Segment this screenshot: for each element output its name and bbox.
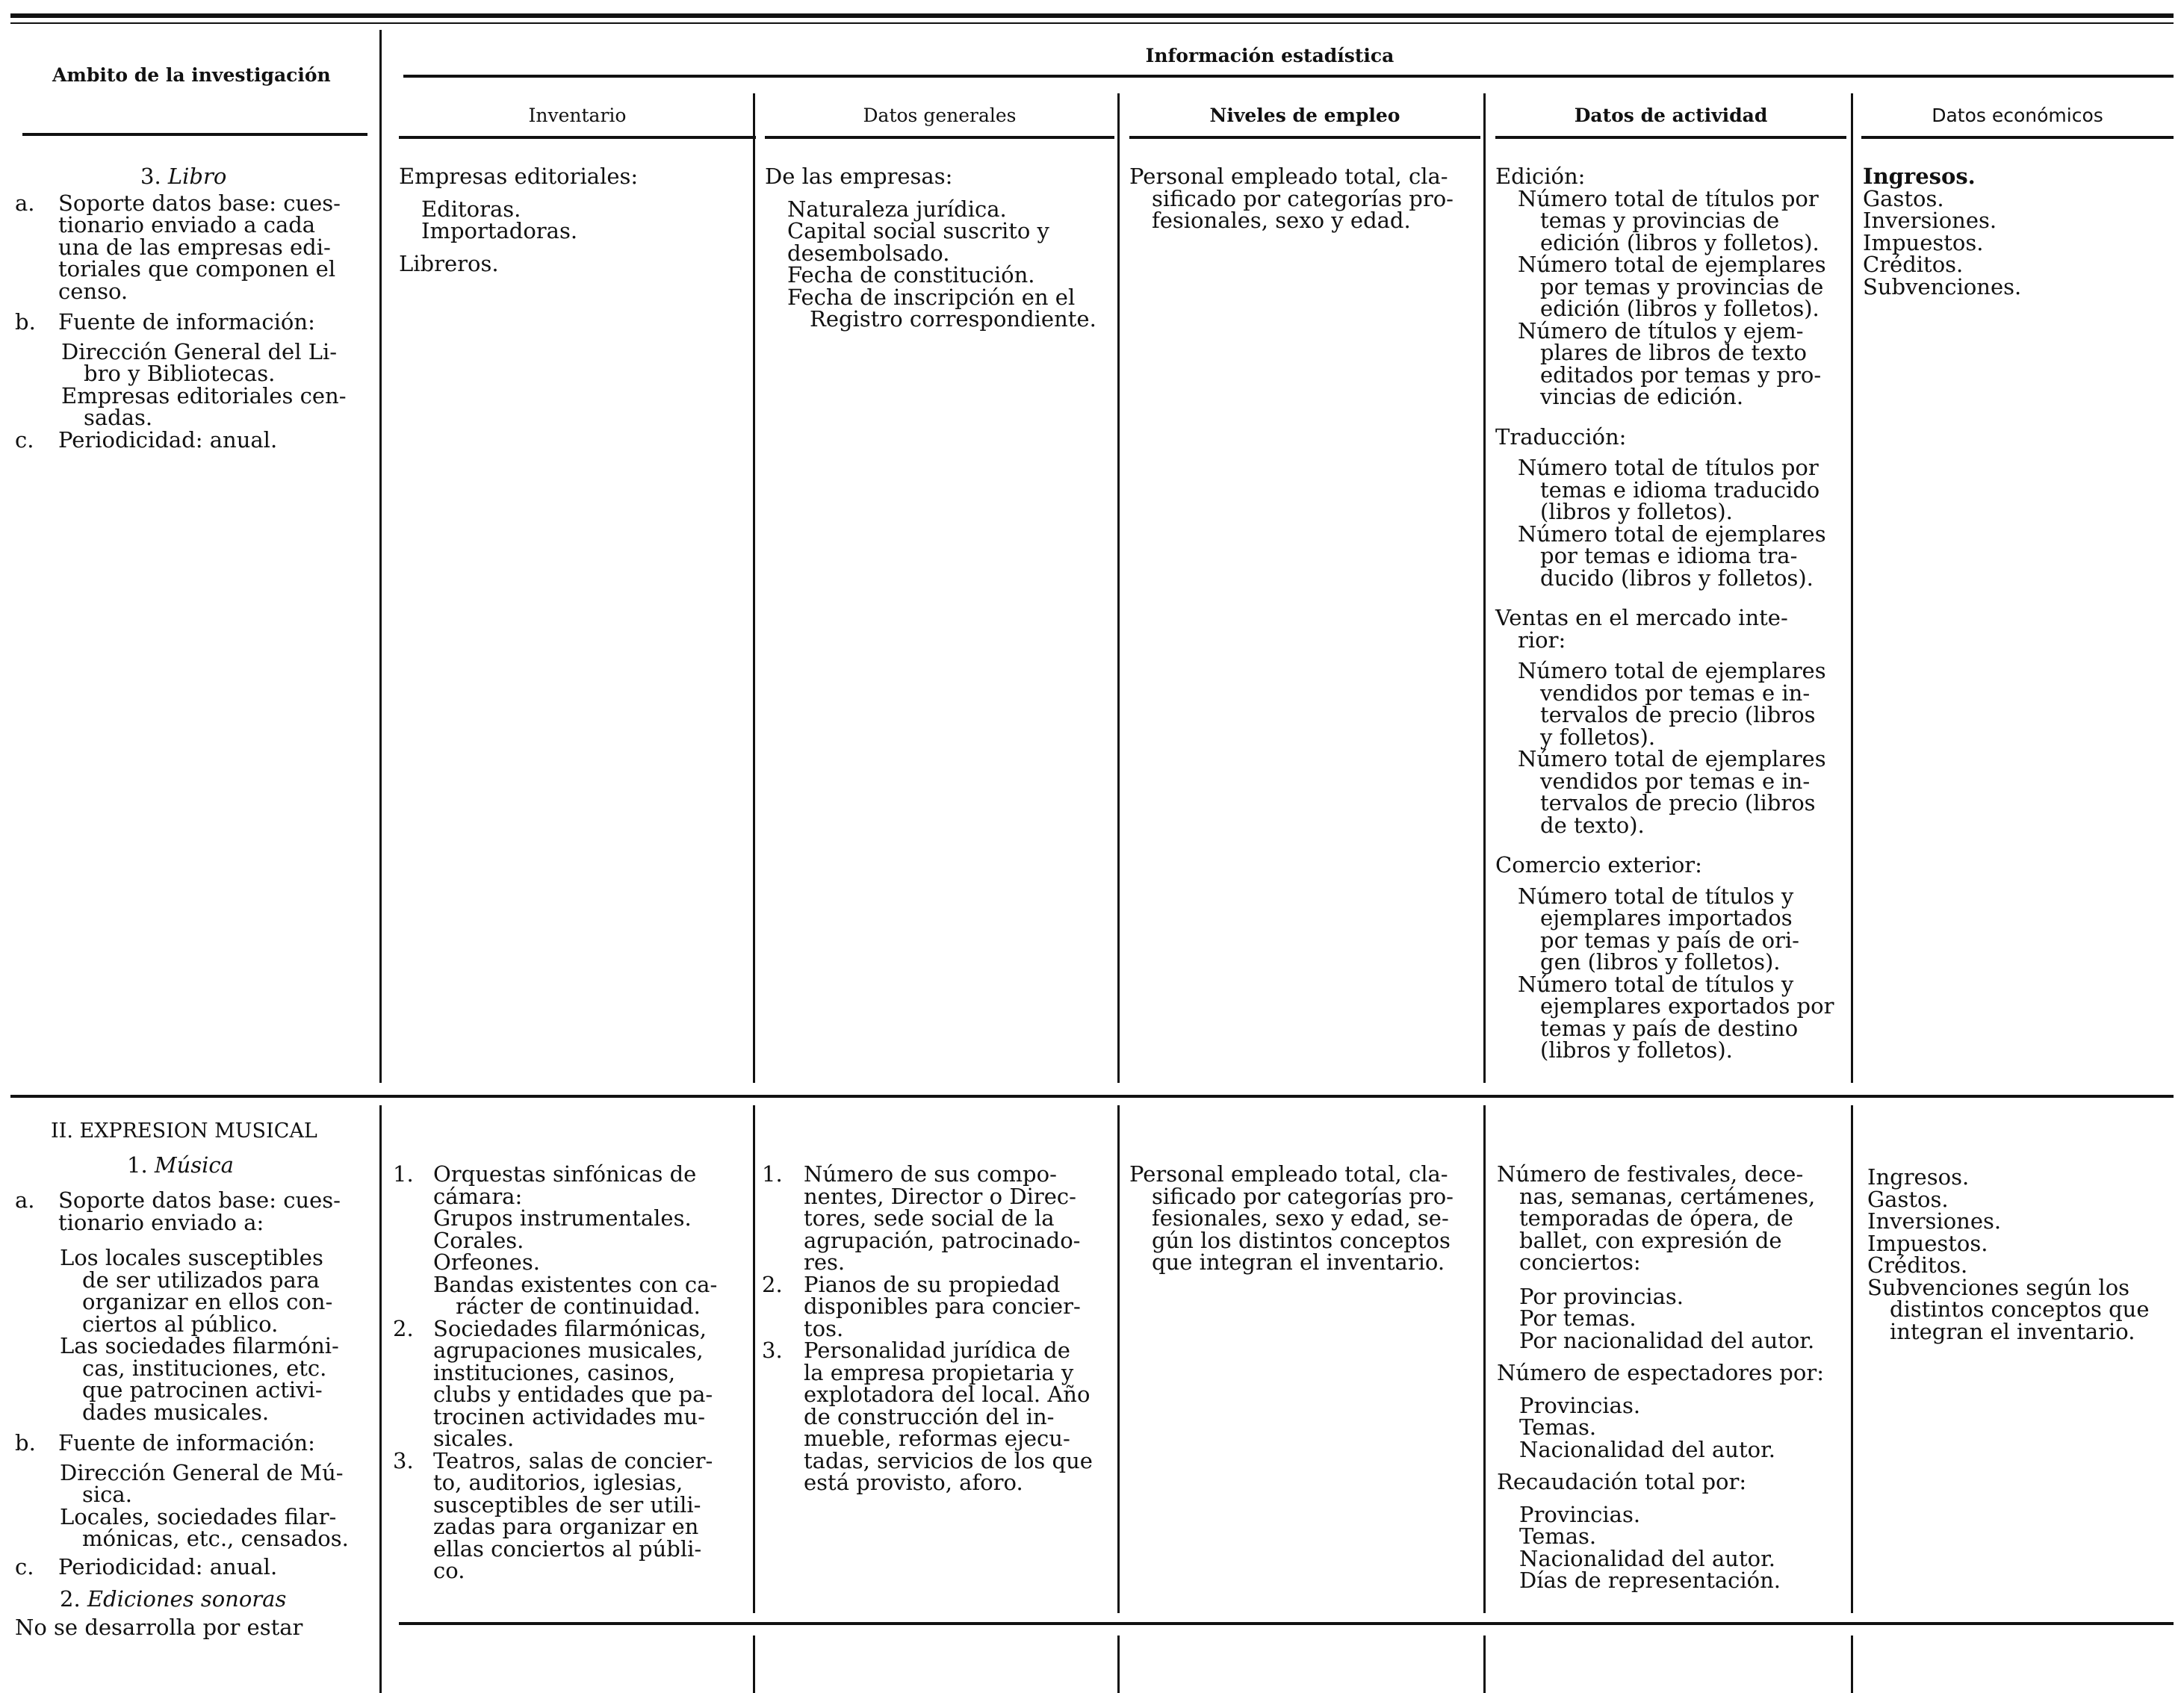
libro-title: 3. Libro xyxy=(140,164,227,189)
top-rule-thick xyxy=(10,13,2174,18)
economicos-header-rule xyxy=(1861,136,2174,139)
col-divider-2b xyxy=(753,1105,755,1613)
libro-datos-generales: De las empresas: Naturaleza jurídica. Capital social suscrito y desembolsado. Fecha de constitución. Fecha de inscripción en el Registro correspondiente. xyxy=(765,164,1096,332)
col-divider-5b xyxy=(1851,1105,1853,1613)
ambito-header-rule xyxy=(22,133,367,136)
header-datos-economicos: Datos económicos xyxy=(1932,105,2103,126)
musica-section-heading: II. EXPRESION MUSICAL xyxy=(51,1119,317,1143)
info-header-rule xyxy=(403,75,2174,78)
col-divider-5 xyxy=(1851,93,1853,1083)
header-informacion: Información estadística xyxy=(1145,45,1395,66)
libro-niveles-empleo: Personal empleado total, cla- sificado por categorías pro- fesionales, sexo y edad. xyxy=(1129,164,1454,233)
col-divider-2c xyxy=(753,1635,755,1693)
actividad-header-rule xyxy=(1495,136,1846,139)
col-divider-1b xyxy=(379,1105,382,1693)
col-divider-3b xyxy=(1117,1105,1120,1613)
col-divider-3 xyxy=(1117,93,1120,1083)
top-rule-thin xyxy=(10,22,2174,24)
col-divider-4c xyxy=(1483,1635,1486,1693)
musica-economicos: Ingresos. Gastos. Inversiones. Impuestos. Créditos. Subvenciones según los distintos conceptos que integran el inventario. xyxy=(1867,1164,2150,1344)
musica-actividad: Número de festivales, dece- nas, semanas, certámenes, temporadas de ópera, de ballet, con expresión de conciertos: Por provincias. Por temas. Por nacionalidad del autor. Número de espectadores por: Provincias. Temas. Nacionalidad del autor. Recaudación total por: Provincias. Temas. Nacionalidad del autor. Días de representación. xyxy=(1497,1161,1824,1593)
header-niveles-empleo: Niveles de empleo xyxy=(1209,105,1400,126)
header-datos-actividad: Datos de actividad xyxy=(1574,105,1768,126)
generales-header-rule xyxy=(765,136,1114,139)
col-divider-1 xyxy=(379,30,382,1083)
col-divider-5c xyxy=(1851,1635,1853,1693)
col-divider-2 xyxy=(753,93,755,1083)
col-divider-4 xyxy=(1483,93,1486,1083)
ediciones-sonoras-title: 2. Ediciones sonoras xyxy=(60,1586,287,1612)
libro-actividad: Edición: Número total de títulos por temas y provincias de edición (libros y folletos). Número total de ejemplares por temas y provincias de edición (libros y folletos). Número de títulos y ejem- plares de libros de texto editados por temas y pro- vincias de edición. Traducción: Número total de títulos por temas e idioma traducido (libros y folletos). Número total de ejemplares por temas e idioma tra- ducido (libros y folletos). Ventas en el mercado inte- rior: Número total de ejemplares vendidos por temas e in- tervalos de precio (libros y folletos). Número total de ejemplares vendidos por temas e in- tervalos de precio (libros de texto). Comercio exterior: Número total de títulos y ejemplares importados por temas y país de ori- gen (libros y folletos). Número total de títulos y ejemplares exportados por temas y país de destino (libros y folletos). xyxy=(1495,164,1834,1063)
col-divider-3c xyxy=(1117,1635,1120,1693)
libro-inventario: Empresas editoriales: Editoras. Importadoras. Libreros. xyxy=(399,164,639,276)
libro-ambito: 3. Libro a. Soporte datos base: cues- tionario enviado a cada una de las empresas edi- toriales que componen el censo. b. Fuente de información: Dirección General del Li- bro y Bibliotecas. Empresas editoriales cen- sadas. c. Periodicidad: anual. xyxy=(15,166,373,451)
musica-niveles-empleo: Personal empleado total, cla- sificado por categorías pro- fesionales, sexo y edad, se- gún los distintos conceptos que integran el inventario. xyxy=(1129,1161,1454,1275)
musica-ambito: II. EXPRESION MUSICAL 1. Música a. Soporte datos base: cues- tionario enviado a: Los locales susceptibles de ser utilizados para organizar en ellos con- ciertos al público. Las sociedades filarmóni- cas, instituciones, etc. que patrocinen activi- dades musicales. b. Fuente de información: Dirección General de Mú- sica. Locales, sociedades filar- mónicas, etc., censados. c. Periodicidad: anual. 2. Ediciones sonoras No se desarrolla por estar xyxy=(15,1120,373,1638)
musica-datos-generales: 1. Número de sus compo- nentes, Director o Direc- tores, sede social de la agrupación, patrocinado- res. 2. Pianos de su propiedad disponibles para concier- tos. 3. Personalidad jurídica de la empresa propietaria y explotadora del local. Año de construcción del in- mueble, reformas ejecu- tadas, servicios de los que está provisto, aforo. xyxy=(762,1161,1093,1495)
musica-title: 1. Música xyxy=(127,1152,234,1178)
col-divider-4b xyxy=(1483,1105,1486,1613)
music-activity-rule xyxy=(399,1622,2174,1625)
header-ambito: Ambito de la investigación xyxy=(52,64,331,86)
empleo-header-rule xyxy=(1129,136,1480,139)
header-datos-generales: Datos generales xyxy=(863,105,1017,126)
inventario-header-rule xyxy=(399,136,756,139)
section-divider xyxy=(10,1095,2174,1098)
header-inventario: Inventario xyxy=(528,105,627,126)
musica-inventario: 1. Orquestas sinfónicas de cámara: Grupos instrumentales. Corales. Orfeones. Bandas existentes con ca- rácter de continuidad. 2. Sociedades filarmónicas, agrupaciones musicales, instituciones, casinos, clubs y entidades que pa- trocinen actividades mu- sicales. 3. Teatros, salas de concier- to, auditorios, iglesias, susceptibles de ser utili- zadas para organizar en ellas conciertos al públi- co. xyxy=(393,1161,718,1583)
libro-economicos: Ingresos. Gastos. Inversiones. Impuestos. Créditos. Subvenciones. xyxy=(1863,164,2022,299)
